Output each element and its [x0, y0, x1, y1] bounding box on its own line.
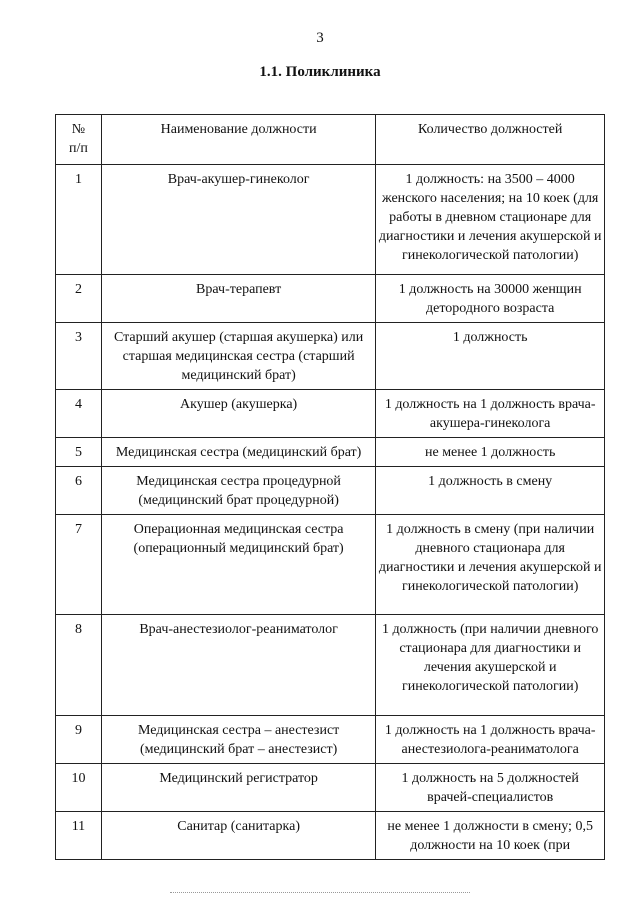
row-position-name: Врач-анестезиолог-реаниматолог	[101, 615, 375, 716]
row-position-count: 1 должность на 1 должность врача-анестезиолога-реаниматолога	[376, 716, 605, 764]
row-number: 11	[56, 812, 102, 860]
row-number: 2	[56, 275, 102, 323]
table-row	[56, 764, 605, 812]
row-position-count: 1 должность (при наличии дневного стационара для диагностики и лечения акушерской и гинекологической патологии)	[376, 615, 605, 716]
table-row	[56, 615, 605, 716]
row-number: 6	[56, 467, 102, 515]
row-position-count: не менее 1 должности в смену; 0,5 должности на 10 коек (при	[376, 812, 605, 860]
table-row	[56, 275, 605, 323]
row-position-name: Операционная медицинская сестра (операционный медицинский брат)	[101, 515, 375, 615]
row-position-count: 1 должность на 1 должность врача-акушера-гинеколога	[376, 390, 605, 438]
table-row	[56, 438, 605, 467]
row-position-count: 1 должность на 30000 женщин детородного возраста	[376, 275, 605, 323]
table-row	[56, 323, 605, 390]
page-bottom-divider	[170, 892, 470, 895]
table-row	[56, 165, 605, 275]
header-number-line2: п/п	[69, 141, 88, 156]
row-number: 10	[56, 764, 102, 812]
row-number: 8	[56, 615, 102, 716]
row-number: 7	[56, 515, 102, 615]
header-position-count: Количество должностей	[376, 115, 605, 165]
row-position-name: Медицинский регистратор	[101, 764, 375, 812]
row-number: 3	[56, 323, 102, 390]
row-position-count: 1 должность на 5 должностей врачей-специалистов	[376, 764, 605, 812]
section-title: 1.1. Поликлиника	[259, 64, 381, 80]
row-number: 1	[56, 165, 102, 275]
table-row	[56, 467, 605, 515]
table-header-row	[56, 115, 605, 165]
row-position-count: 1 должность в смену	[376, 467, 605, 515]
row-position-name: Старший акушер (старшая акушерка) или старшая медицинская сестра (старший медицинский брат)	[101, 323, 375, 390]
header-number	[56, 115, 102, 165]
header-position-name: Наименование должности	[101, 115, 375, 165]
row-position-count: не менее 1 должность	[376, 438, 605, 467]
row-position-count: 1 должность	[376, 323, 605, 390]
table-row	[56, 390, 605, 438]
row-position-name: Медицинская сестра – анестезист (медицинский брат – анестезист)	[101, 716, 375, 764]
row-position-name: Санитар (санитарка)	[101, 812, 375, 860]
row-position-name: Акушер (акушерка)	[101, 390, 375, 438]
row-position-count: 1 должность: на 3500 – 4000 женского населения; на 10 коек (для работы в дневном стационаре для диагностики и лечения акушерской и гинекологической патологии)	[376, 165, 605, 275]
table-row	[56, 716, 605, 764]
header-number-line1: №	[71, 122, 86, 137]
row-position-name: Врач-терапевт	[101, 275, 375, 323]
row-number: 9	[56, 716, 102, 764]
row-number: 4	[56, 390, 102, 438]
table-row	[56, 812, 605, 860]
row-position-name: Врач-акушер-гинеколог	[101, 165, 375, 275]
row-position-name: Медицинская сестра (медицинский брат)	[101, 438, 375, 467]
row-number: 5	[56, 438, 102, 467]
staffing-table	[55, 114, 605, 860]
row-position-count: 1 должность в смену (при наличии дневного стационара для диагностики и лечения акушерской и гинекологической патологии)	[376, 515, 605, 615]
row-position-name: Медицинская сестра процедурной (медицинский брат процедурной)	[101, 467, 375, 515]
table-row	[56, 515, 605, 615]
page-number: 3	[316, 30, 324, 46]
